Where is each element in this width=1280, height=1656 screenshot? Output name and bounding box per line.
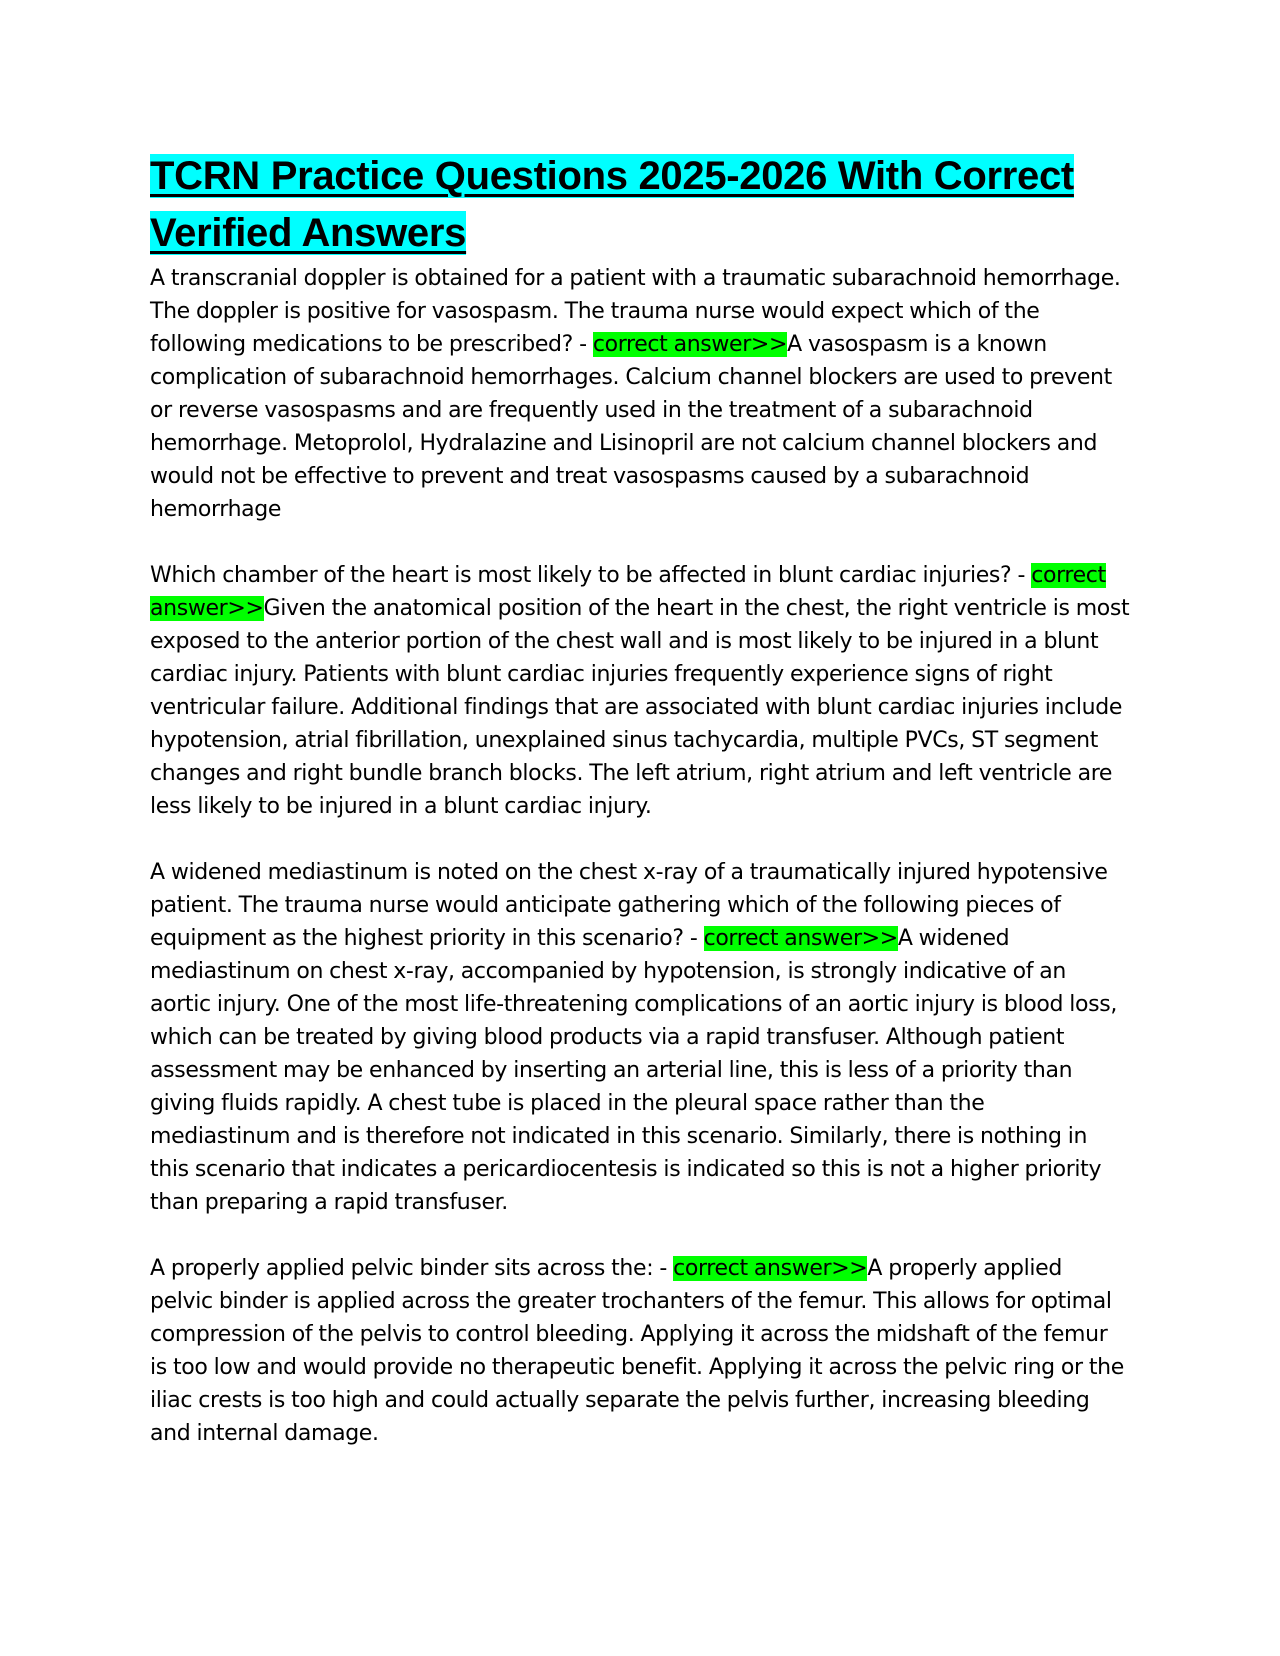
answer-text: A properly applied pelvic binder is applied across the greater trochanters of the femur. This allows for optimal compression of the pelvis to control bleeding. Applying it across the midshaft of the femur is too low and would provide no therapeutic benefit. Applying it across the pelvic ring or the iliac crests is too high and could actually separate the pelvis further, increasing bleeding and internal damage. — [150, 1256, 1124, 1446]
question-text: A transcranial doppler is obtained for a patient with a traumatic subarachnoid hemorrhage. The doppler is positive for vasospasm. The trauma nurse would expect which of the following medications to be prescribed? - — [150, 266, 1121, 357]
document-title-text: TCRN Practice Questions 2025-2026 With Correct Verified Answers — [150, 154, 1074, 255]
question-text: Which chamber of the heart is most likely to be affected in blunt cardiac injuries? - — [150, 563, 1032, 588]
question-text: A properly applied pelvic binder sits across the: - — [150, 1256, 674, 1281]
qa-item-2 — [150, 559, 1130, 823]
correct-answer-marker: correct answer>> — [673, 1256, 868, 1281]
correct-answer-marker: correct answer>> — [150, 563, 1106, 621]
answer-text: A widened mediastinum on chest x-ray, accompanied by hypotension, is strongly indicative of an aortic injury. One of the most life-threatening complications of an aortic injury is blood loss, which can be treated by giving blood products via a rapid transfuser. Although patient assessment may be enhanced by inserting an arterial line, this is less of a priority than giving fluids rapidly. A chest tube is placed in the pleural space rather than the mediastinum and is therefore not indicated in this scenario. Similarly, there is nothing in this scenario that indicates a pericardiocentesis is indicated so this is not a higher priority than preparing a rapid transfuser. — [150, 926, 1117, 1215]
correct-answer-marker: correct answer>> — [592, 332, 788, 357]
qa-item-4 — [150, 1252, 1130, 1450]
answer-text: A vasospasm is a known complication of subarachnoid hemorrhages. Calcium channel blockers are used to prevent or reverse vasospasms and are frequently used in the treatment of a subarachnoid hemorrhage. Metoprolol, Hydralazine and Lisinopril are not calcium channel blockers and would not be effective to prevent and treat vasospasms caused by a subarachnoid hemorrhage — [150, 332, 1112, 522]
qa-item-3 — [150, 856, 1130, 1219]
document-page — [150, 148, 1130, 1483]
correct-answer-marker: correct answer>> — [703, 926, 898, 951]
answer-text: Given the anatomical position of the heart in the chest, the right ventricle is most exposed to the anterior portion of the chest wall and is most likely to be injured in a blunt cardiac injury. Patients with blunt cardiac injuries frequently experience signs of right ventricular failure. Additional findings that are associated with blunt cardiac injuries include hypotension, atrial fibrillation, unexplained sinus tachycardia, multiple PVCs, ST segment changes and right bundle branch blocks. The left atrium, right atrium and left ventricle are less likely to be injured in a blunt cardiac injury. — [150, 596, 1130, 819]
qa-item-1 — [150, 262, 1130, 526]
document-title — [150, 148, 1130, 262]
question-text: A widened mediastinum is noted on the chest x-ray of a traumatically injured hypotensive patient. The trauma nurse would anticipate gathering which of the following pieces of equipment as the highest priority in this scenario? - — [150, 860, 1108, 951]
